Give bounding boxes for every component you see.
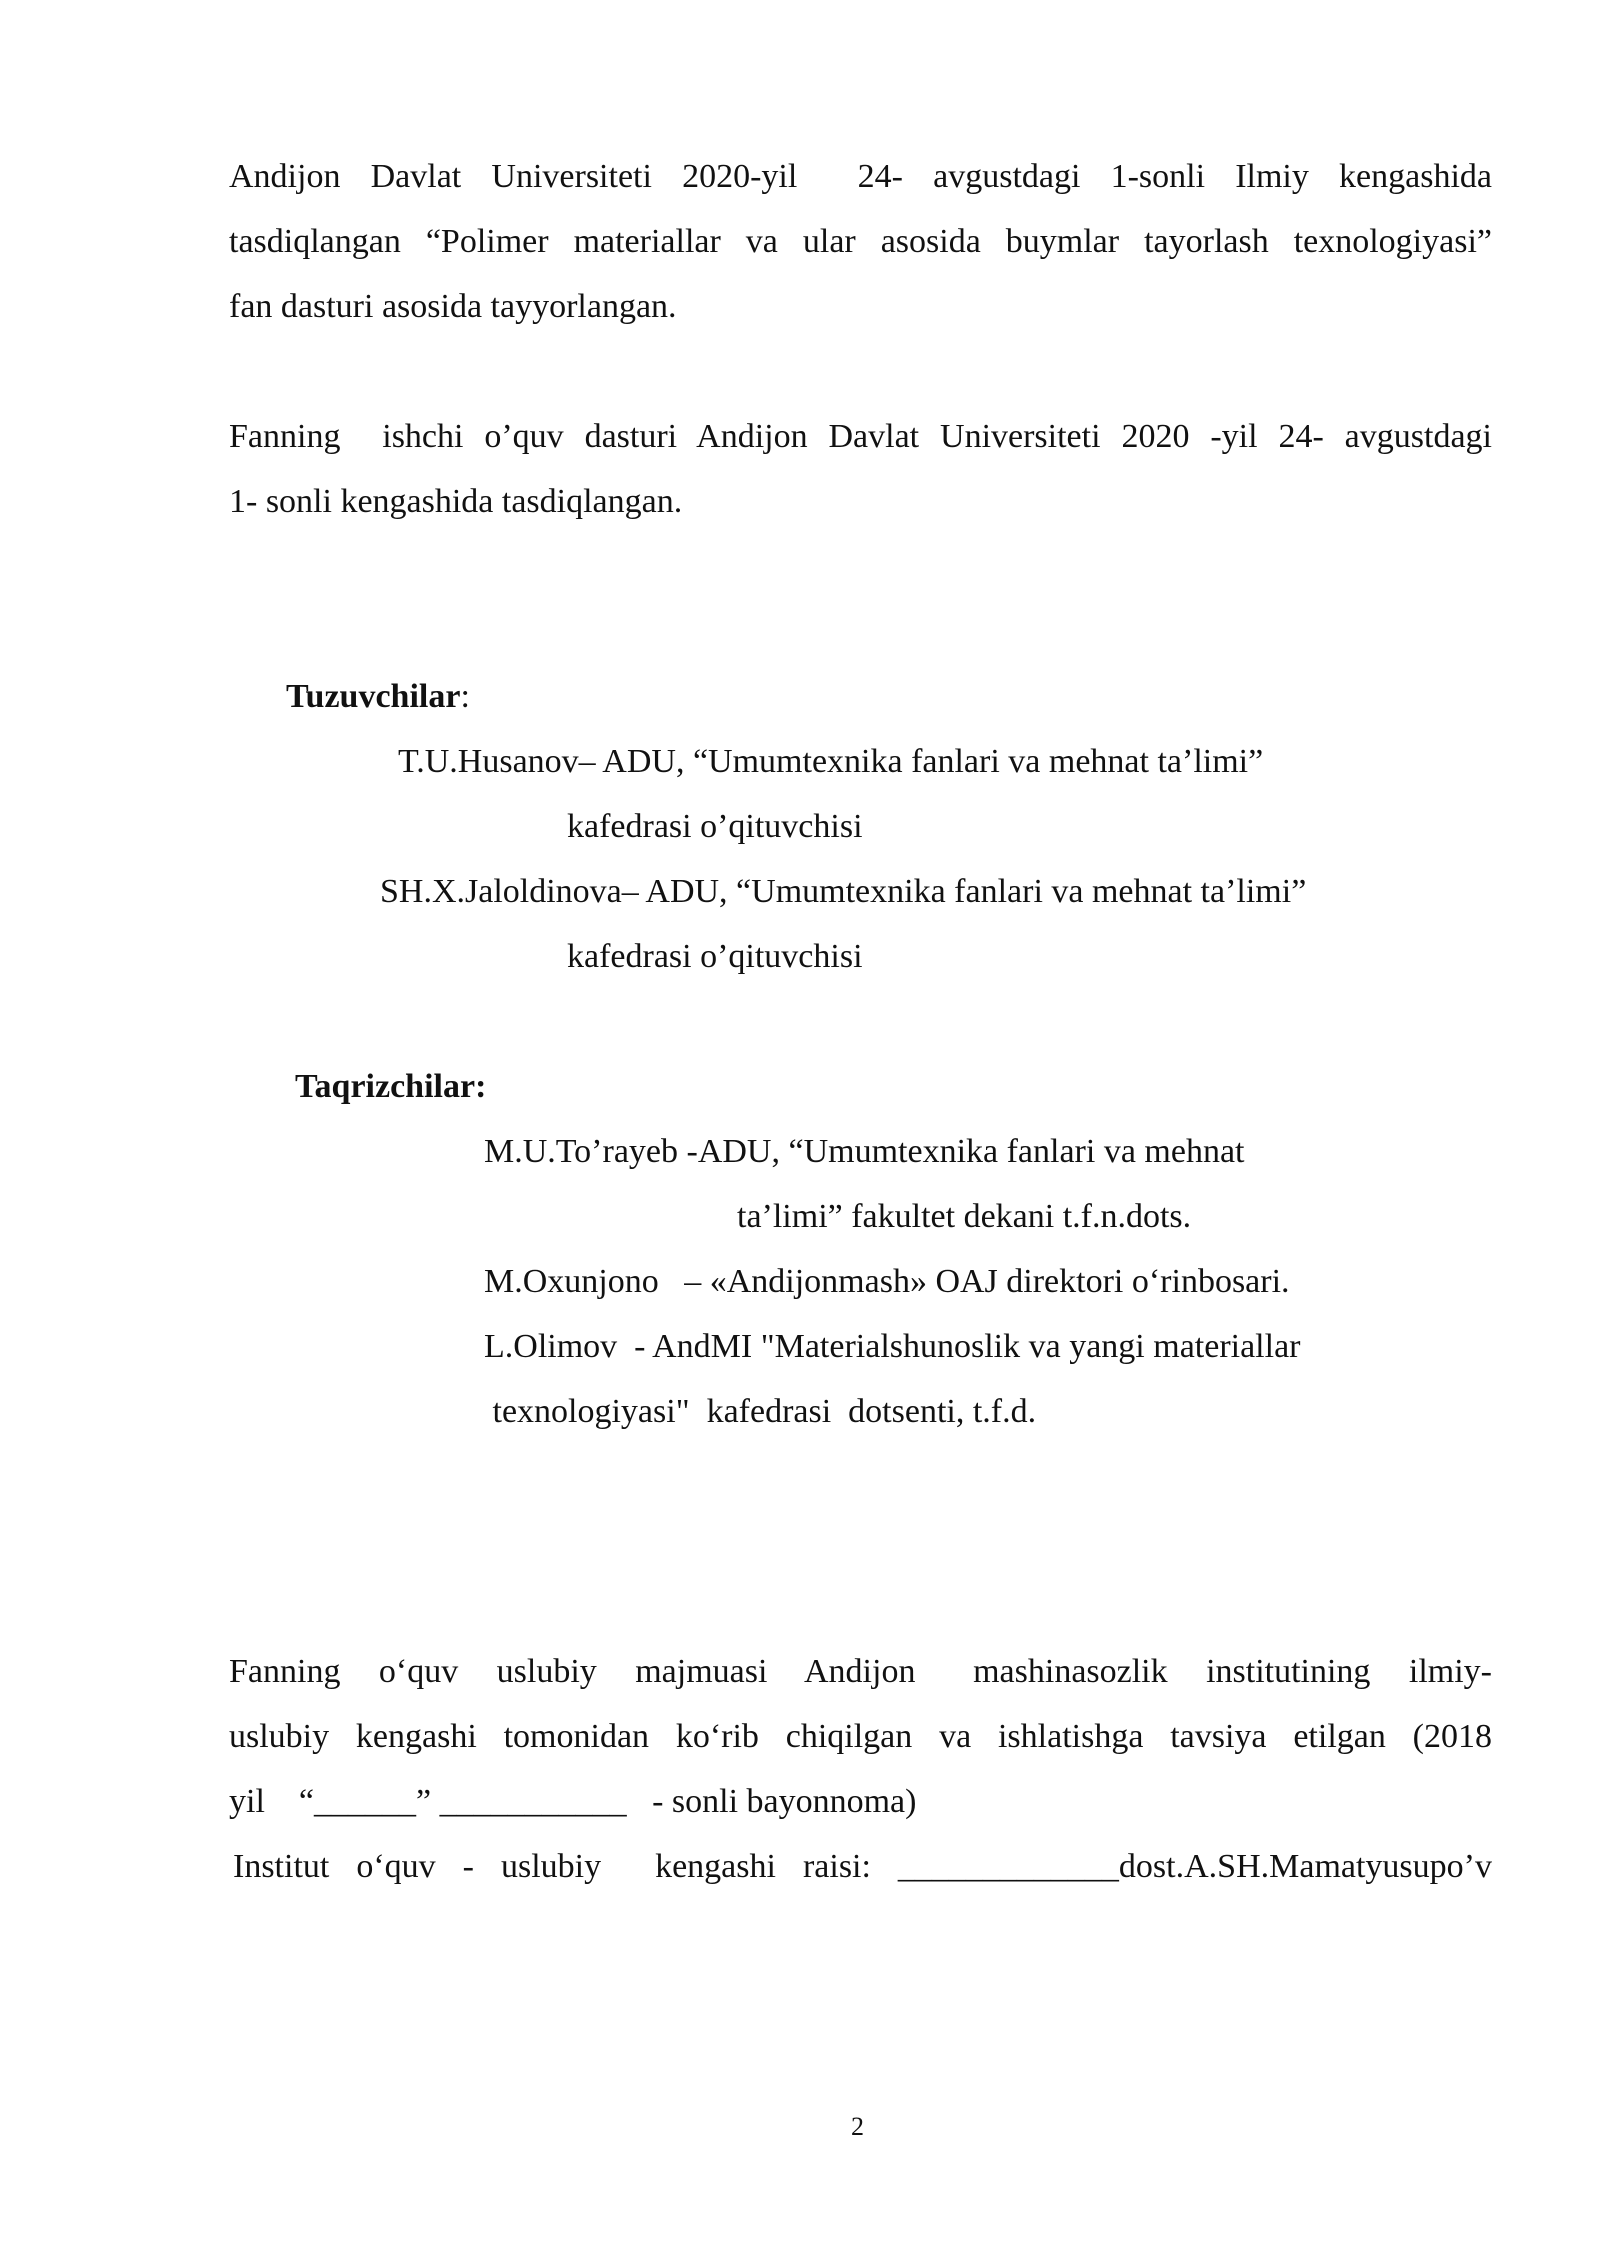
council-chair-line: Institut o‘quv - uslubiy kengashi raisi: _____________dost.A.SH.Mamatyusupo’v xyxy=(233,1848,1492,1885)
reviewers-heading: Taqrizchilar: xyxy=(295,1068,487,1105)
reviewer-2-line-1: M.Oxunjono – «Andijonmash» OAJ direktori o‘rinbosari. xyxy=(484,1263,1290,1300)
methodical-paragraph-line-3: yil “______” ___________ - sonli bayonnoma) xyxy=(229,1783,917,1820)
methodical-paragraph-line-1: Fanning o‘quv uslubiy majmuasi Andijon mashinasozlik institutining ilmiy- xyxy=(229,1653,1492,1690)
reviewer-1-line-2: ta’limi” fakultet dekani t.f.n.dots. xyxy=(737,1198,1192,1235)
approval-paragraph-line-3: fan dasturi asosida tayyorlangan. xyxy=(229,288,677,325)
reviewer-1-line-1: M.U.To’rayeb -ADU, “Umumtexnika fanlari va mehnat xyxy=(484,1133,1245,1170)
compiler-1-line-1: T.U.Husanov– ADU, “Umumtexnika fanlari va mehnat ta’limi” xyxy=(398,743,1264,780)
page-number: 2 xyxy=(851,2112,864,2141)
approval-paragraph-line-2: tasdiqlangan “Polimer materiallar va ular asosida buymlar tayorlash texnologiyasi” xyxy=(229,223,1492,260)
compilers-heading-colon: : xyxy=(460,678,470,715)
reviewer-3-line-1: L.Olimov - AndMI "Materialshunoslik va yangi materiallar xyxy=(484,1328,1301,1365)
compiler-2-line-1: SH.X.Jaloldinova– ADU, “Umumtexnika fanlari va mehnat ta’limi” xyxy=(380,873,1307,910)
approval-paragraph-line-1: Andijon Davlat Universiteti 2020-yil 24- avgustdagi 1-sonli Ilmiy kengashida xyxy=(229,158,1492,195)
compiler-1-line-2: kafedrasi o’qituvchisi xyxy=(567,808,863,845)
working-program-line-1: Fanning ishchi o’quv dasturi Andijon Davlat Universiteti 2020 -yil 24- avgustdagi xyxy=(229,418,1492,455)
working-program-line-2: 1- sonli kengashida tasdiqlangan. xyxy=(229,483,683,520)
compilers-heading: Tuzuvchilar xyxy=(286,678,461,715)
methodical-paragraph-line-2: uslubiy kengashi tomonidan ko‘rib chiqilgan va ishlatishga tavsiya etilgan (2018 xyxy=(229,1718,1492,1755)
compiler-2-line-2: kafedrasi o’qituvchisi xyxy=(567,938,863,975)
reviewer-3-line-2: texnologiyasi" kafedrasi dotsenti, t.f.d. xyxy=(484,1393,1037,1430)
compilers-heading-row xyxy=(286,680,470,714)
